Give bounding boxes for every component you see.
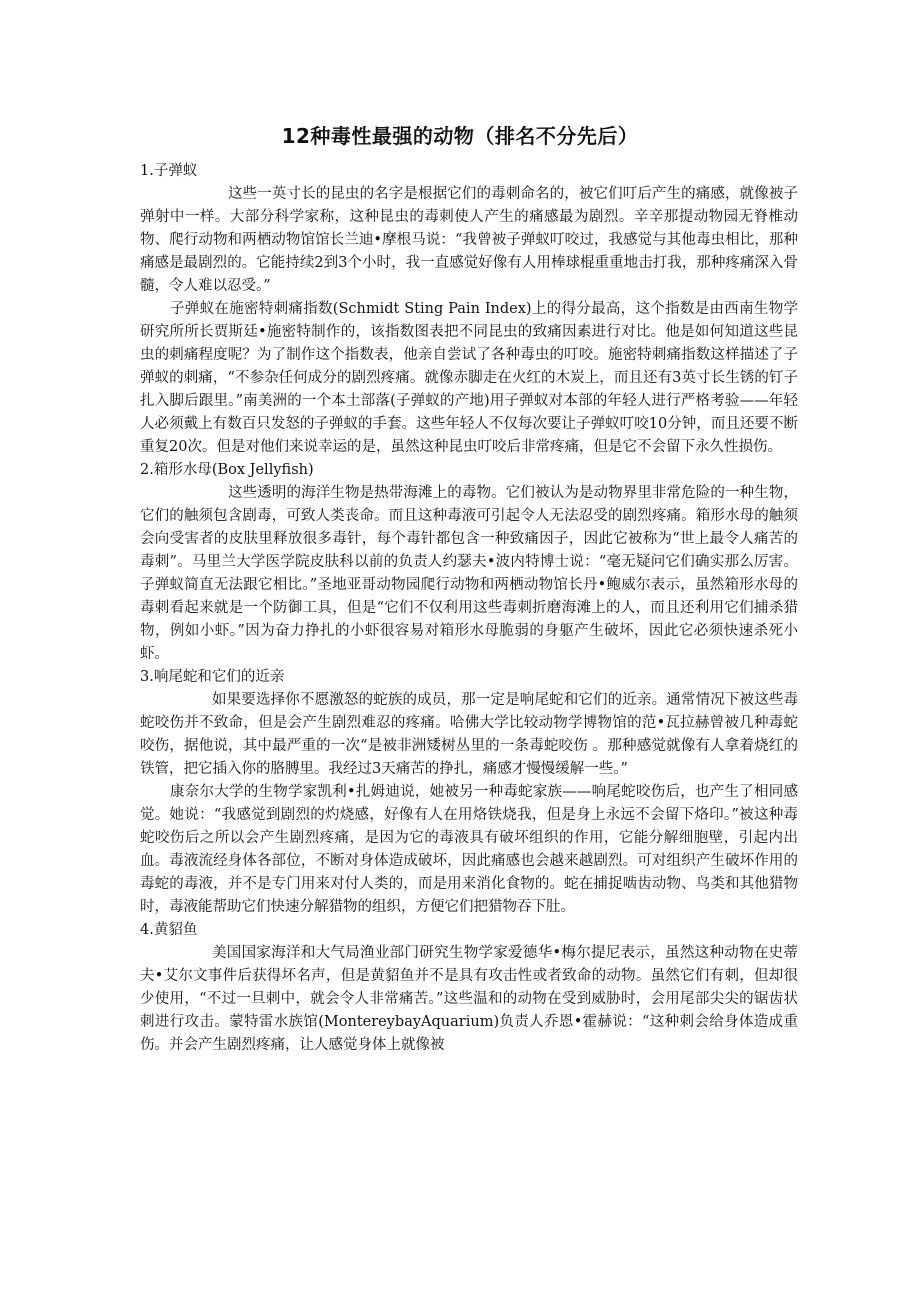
section-heading-stingray: 4.黄貂鱼	[140, 922, 198, 938]
section-heading-box-jellyfish: 2.箱形水母(Box Jellyfish)	[140, 462, 314, 478]
section-heading-bullet-ant: 1.子弹蚁	[140, 163, 198, 179]
document-title: 12种毒性最强的动物（排名不分先后）	[281, 124, 639, 148]
paragraph: 如果要选择你不愿激怒的蛇族的成员，那一定是响尾蛇和它们的近亲。通常情况下被这些毒蛇咬伤并不致命，但是会产生剧烈难忍的疼痛。哈佛大学比较动物学博物馆的范•瓦拉赫曾被几种毒蛇咬伤，据他说，其中最严重的一次“是被非洲矮树丛里的一条毒蛇咬伤 。那种感觉就像有人拿着烧红的铁管，把它插入你的胳膊里。我经过3天痛苦的挣扎，痛感才慢慢缓解一些。”	[140, 692, 798, 777]
paragraph: 美国国家海洋和大气局渔业部门研究生物学家爱德华•梅尔提尼表示，虽然这种动物在史蒂夫•艾尔文事件后获得坏名声，但是黄貂鱼并不是具有攻击性或者致命的动物。虽然它们有刺，但却很少使用，“不过一旦刺中，就会令人非常痛苦。”这些温和的动物在受到威胁时，会用尾部尖尖的锯齿状刺进行攻击。蒙特雷水族馆(MontereybayAquarium)负责人乔恩•霍赫说：“这种刺会给身体造成重伤。并会产生剧烈疼痛，让人感觉身体上就像被	[140, 945, 798, 1053]
section-heading-rattlesnake: 3.响尾蛇和它们的近亲	[140, 669, 285, 685]
paragraph: 康奈尔大学的生物学家凯利•扎姆迪说，她被另一种毒蛇家族——响尾蛇咬伤后，也产生了相同感觉。她说：“我感觉到剧烈的灼烧感，好像有人在用烙铁烧我，但是身上永远不会留下烙印。”被这种毒蛇咬伤后之所以会产生剧烈疼痛，是因为它的毒液具有破坏组织的作用，它能分解细胞壁，引起内出血。毒液流经身体各部位，不断对身体造成破坏，因此痛感也会越来越剧烈。可对组织产生破坏作用的毒蛇的毒液，并不是专门用来对付人类的，而是用来消化食物的。蛇在捕捉啮齿动物、鸟类和其他猎物时，毒液能帮助它们快速分解猎物的组织，方便它们把猎物吞下肚。	[140, 784, 798, 915]
paragraph: 这些透明的海洋生物是热带海滩上的毒物。它们被认为是动物界里非常危险的一种生物，它们的触须包含剧毒，可致人类丧命。而且这种毒液可引起令人无法忍受的剧烈疼痛。箱形水母的触须会向受害者的皮肤里释放很多毒针，每个毒针都包含一种致痛因子，因此它被称为“世上最令人痛苦的毒刺”。马里兰大学医学院皮肤科以前的负责人约瑟夫•波内特博士说：“毫无疑问它们确实那么厉害。子弹蚁简直无法跟它相比。”圣地亚哥动物园爬行动物和两栖动物馆长丹•鲍威尔表示，虽然箱形水母的毒刺看起来就是一个防御工具，但是“它们不仅利用这些毒刺折磨海滩上的人，而且还利用它们捕杀猎物，例如小虾。”因为奋力挣扎的小虾很容易对箱形水母脆弱的身躯产生破坏，因此它必须快速杀死小虾。	[140, 485, 798, 662]
paragraph: 子弹蚁在施密特刺痛指数(Schmidt Sting Pain Index)上的得分最高，这个指数是由西南生物学研究所所长贾斯廷•施密特制作的，该指数图表把不同昆虫的致痛因素进行对比。他是如何知道这些昆虫的刺痛程度呢？为了制作这个指数表，他亲自尝试了各种毒虫的叮咬。施密特刺痛指数这样描述了子弹蚁的刺痛，“不参杂任何成分的剧烈疼痛。就像赤脚走在火红的木炭上，而且还有3英寸长生锈的钉子扎入脚后跟里。”南美洲的一个本土部落(子弹蚁的产地)用子弹蚁对本部的年轻人进行严格考验——年轻人必须戴上有数百只发怒的子弹蚁的手套。这些年轻人不仅每次要让子弹蚁叮咬10分钟，而且还要不断重复20次。但是对他们来说幸运的是，虽然这种昆虫叮咬后非常疼痛，但是它不会留下永久性损伤。	[140, 301, 798, 455]
paragraph: 这些一英寸长的昆虫的名字是根据它们的毒刺命名的，被它们叮后产生的痛感，就像被子弹射中一样。大部分科学家称，这种昆虫的毒刺使人产生的痛感最为剧烈。辛辛那提动物园无脊椎动物、爬行动物和两栖动物馆馆长兰迪•摩根马说：“我曾被子弹蚁叮咬过，我感觉与其他毒虫相比，那种痛感是最剧烈的。它能持续2到3个小时，我一直感觉好像有人用棒球棍重重地击打我，那种疼痛深入骨髓，令人难以忍受。”	[140, 186, 798, 294]
document-body	[140, 160, 798, 1057]
